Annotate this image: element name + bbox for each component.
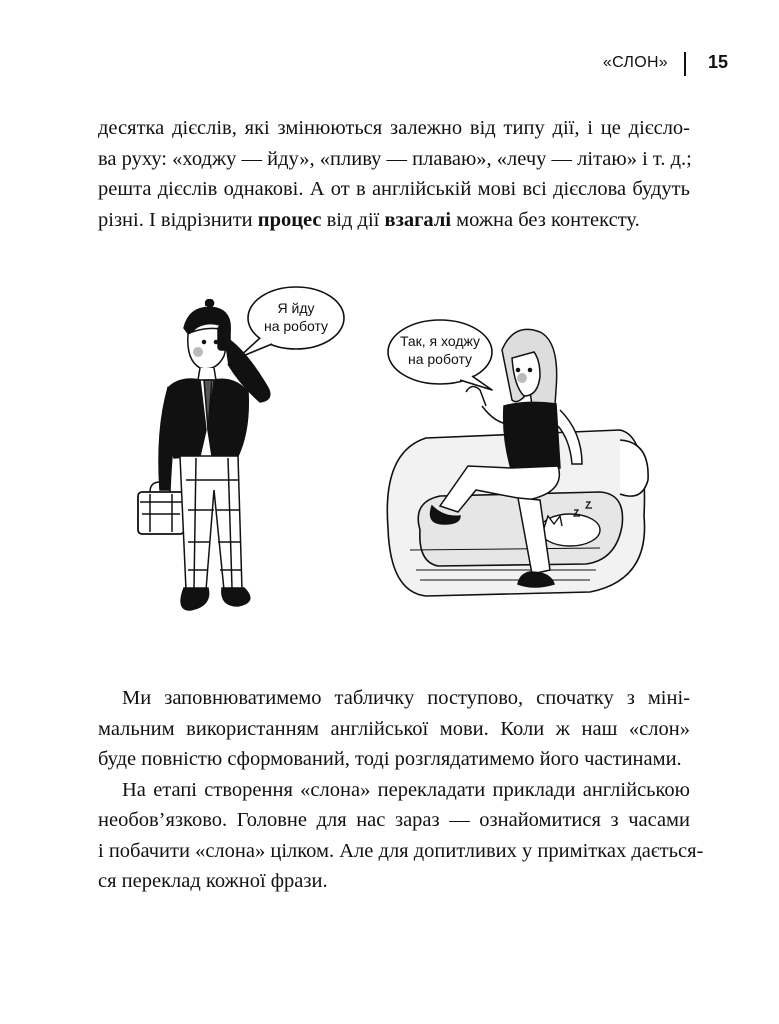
illustration bbox=[120, 280, 680, 640]
running-header bbox=[560, 52, 728, 78]
text-run: від дії bbox=[321, 208, 385, 231]
text-run: різні. І відрізнити bbox=[98, 208, 258, 231]
woman-bubble-line-1: Так, я ходжу bbox=[399, 333, 481, 349]
paragraph-intro bbox=[98, 113, 690, 235]
bold-term-process: процес bbox=[257, 208, 322, 231]
man-bubble-line-2: на роботу bbox=[263, 318, 329, 334]
text-line bbox=[98, 174, 690, 205]
text-run: можна без контексту. bbox=[451, 208, 640, 231]
text-line: Ми заповнюватимемо табличку поступово, спочатку з міні- bbox=[122, 687, 690, 709]
text-line: ся переклад кожної фрази. bbox=[98, 870, 328, 892]
paragraph-elephant bbox=[98, 683, 704, 897]
header-divider bbox=[684, 52, 686, 76]
chapter-title: «СЛОН» bbox=[602, 54, 668, 71]
woman-bubble-line-2: на роботу bbox=[407, 351, 473, 367]
text-line bbox=[98, 113, 690, 144]
text-line: На етапі створення «слона» перекладати приклади англійською bbox=[122, 778, 690, 801]
text-run: решта дієслів однакові. А от в англійській мові всі дієслова будуть bbox=[98, 178, 690, 200]
page-number: 15 bbox=[707, 52, 728, 72]
woman-speech-bubble bbox=[388, 320, 492, 390]
man-bubble-line-1: Я йду bbox=[277, 300, 315, 316]
text-line bbox=[98, 205, 690, 236]
bold-term-generally: взагалі bbox=[384, 208, 452, 231]
man-speech-bubble bbox=[238, 287, 344, 358]
text-line: і побачити «слона» цілком. Але для допитливих у примітках дається- bbox=[98, 839, 704, 862]
text-run: ва руху: «ходжу — йду», «пливу — плаваю», «лечу — літаю» і т. д.; bbox=[98, 147, 692, 170]
text-line: мальним використанням англійської мови. Коли ж наш «слон» bbox=[98, 717, 690, 740]
text-line: буде повністю сформований, тоді розглядатимемо його частинами. bbox=[98, 748, 682, 770]
text-line: необов’язково. Головне для нас зараз — ознайомитися з часами bbox=[98, 809, 690, 831]
text-run: десятка дієслів, які змінюються залежно від типу дії, і це дієсло- bbox=[98, 117, 690, 139]
text-line bbox=[98, 144, 690, 175]
